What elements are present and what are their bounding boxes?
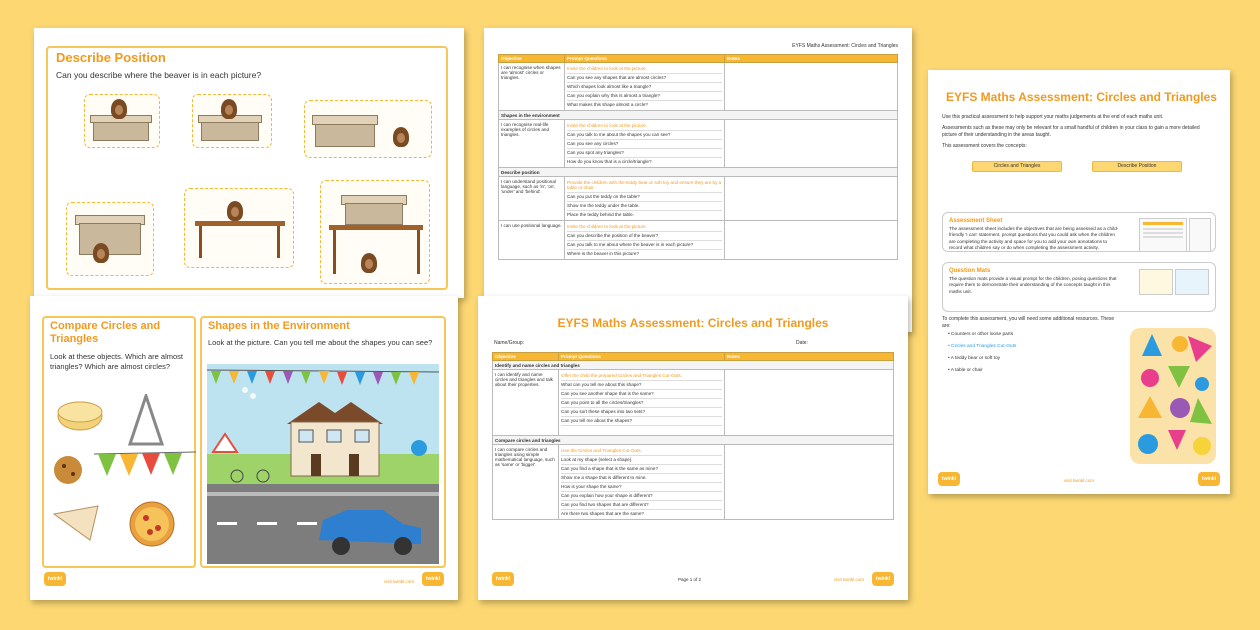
prompt: Can you see any shapes that are almost circles?: [567, 74, 722, 83]
resource-item: • Counters or other loose parts: [948, 332, 1014, 337]
resources-intro: To complete this assessment, you will need some additional resources. These are:: [942, 316, 1115, 329]
prompt: What makes this shape almost a circle?: [567, 102, 648, 107]
prompt: Can you talk to me about the shapes you can see?: [567, 131, 722, 140]
col-notes: Notes: [725, 55, 898, 63]
prompt: Can you point to all the circles/triangles?: [561, 399, 722, 408]
prompt: Can you see any circles?: [567, 140, 722, 149]
panel-text: The question mats provide a visual prompt for the children, posing questions that require them to demonstrate their understanding of the concepts taught in this maths unit.: [949, 276, 1117, 294]
box-lid: [312, 115, 378, 125]
prompt: Offer the child the prepared Circles and Triangles Cut-Outs.: [561, 372, 722, 381]
table-leg: [199, 226, 202, 258]
beaver: [93, 243, 109, 263]
bunting-flag: [319, 371, 329, 384]
twinkl-logo: twinkl: [938, 472, 960, 486]
section-row: [499, 111, 898, 120]
panel-title: Question Mats: [949, 268, 991, 274]
circle-shape: [1141, 369, 1159, 387]
bunting-flag: [391, 372, 401, 385]
prompts-cell: [565, 221, 725, 260]
twinkl-logo: twinkl: [492, 572, 514, 586]
summary-intro: Use this practical assessment to help support your maths judgements at the end of each maths unit.: [942, 114, 1164, 120]
prompt-spacer: [561, 426, 722, 434]
box: [345, 203, 403, 225]
bunting-flag: [355, 372, 365, 385]
panel-text: The assessment sheet includes the objectives that are being assessed as a child-friendly 'I can' statement, prompt questions that you could ask when the children are completing the activity and space for you to add your own annotations to record what children say or do when completing the assessment activity.: [949, 226, 1119, 251]
assessment-table-sheet: [484, 28, 912, 332]
notes-cell[interactable]: [725, 221, 898, 260]
prompt: Can you find two shapes that are different?: [561, 501, 722, 510]
concept-badge: Circles and Triangles: [972, 161, 1062, 172]
circle-shape: [1138, 434, 1158, 454]
triangle-instrument: [130, 396, 162, 444]
table-top: [195, 221, 285, 226]
bunting-flag: [142, 453, 160, 475]
prompt: Show me the teddy under the table.: [567, 202, 722, 211]
prompt: Can you put the teddy on the table?: [567, 193, 722, 202]
beaver: [361, 253, 377, 273]
section-row: [499, 168, 898, 177]
col-prompts: Prompt Questions: [565, 55, 725, 63]
describe-position-question: Can you describe where the beaver is in each picture?: [56, 70, 262, 80]
footer-url[interactable]: visit twinkl.com: [1064, 478, 1095, 483]
picture-beaver-in-box: [66, 202, 154, 276]
summary-sheet: [928, 70, 1230, 494]
table-header-row: [493, 353, 894, 361]
box: [315, 123, 375, 147]
mat-thumbnail: [1175, 269, 1209, 295]
prompts-cell: [565, 177, 725, 221]
picture-beaver-on-table: [184, 188, 294, 268]
bunting-flag: [409, 372, 419, 385]
beaver: [227, 201, 243, 221]
prompt: Can you describe the position of the beaver?: [567, 232, 722, 241]
summary-title: EYFS Maths Assessment: Circles and Triangles: [946, 90, 1217, 104]
section-heading: Shapes in the environment: [499, 111, 898, 120]
bunting-flag: [283, 371, 293, 384]
twinkl-logo: twinkl: [422, 572, 444, 586]
bunting-flag: [265, 371, 275, 384]
twinkl-logo: twinkl: [44, 572, 66, 586]
summary-intro: Assessments such as these may only be relevant for a small handful of children in your class to gain a more detailed picture of their understanding in the areas taught.: [942, 125, 1200, 138]
shapes-cutouts-illustration: [1128, 326, 1218, 466]
prompt: Use the Circles and Triangles Cut-Outs.: [561, 447, 722, 456]
table-row: [499, 221, 898, 260]
prompt: What can you tell me about this shape?: [561, 381, 722, 390]
beaver: [221, 99, 237, 119]
sheet-thumbnail: [1189, 218, 1211, 252]
bunting-flag: [98, 454, 116, 476]
bunting-flag: [373, 372, 383, 385]
summary-intro: This assessment covers the concepts:: [942, 143, 1027, 149]
prompt: Invite the children to look at the picture.: [567, 122, 722, 131]
beaver: [393, 127, 409, 147]
page-number: Page 1 of 2: [678, 577, 702, 582]
prompt: Can you spot any triangles?: [567, 149, 722, 158]
circle-shape: [1172, 336, 1188, 352]
question-mats-panel: [942, 262, 1216, 312]
col-objective: Objective: [499, 55, 565, 63]
objects-illustration: [46, 394, 196, 564]
table-leg: [333, 230, 336, 274]
box: [201, 121, 259, 141]
assessment-title: EYFS Maths Assessment: Circles and Triangles: [557, 316, 829, 330]
table-row: [499, 63, 898, 111]
road-sign: [411, 440, 427, 456]
table-top: [329, 225, 423, 230]
picture-beaver-beside-box: [304, 100, 432, 158]
table-row: [499, 120, 898, 168]
prompt: Can you explain how your shape is different?: [561, 492, 722, 501]
describe-position-title: Describe Position: [56, 50, 166, 65]
assessment-table: [498, 54, 898, 260]
sheet-thumbnail: [1139, 218, 1187, 252]
assessment-table: [492, 352, 894, 520]
prompt: Invite the children to look at the picture.: [567, 223, 722, 232]
street-scene: [207, 364, 439, 564]
resource-item: • A teddy bear or soft toy: [948, 356, 1001, 361]
date-label: Date:: [796, 340, 808, 346]
prompt: How do you know that is a circle/triangle?: [567, 159, 652, 164]
resource-item: • Circles and Triangles Cut-Outs: [948, 344, 1017, 349]
notes-cell[interactable]: [725, 177, 898, 221]
compare-title: Compare Circles and Triangles: [50, 320, 161, 346]
bunting-flag: [211, 371, 221, 384]
box: [79, 223, 141, 255]
prompt: How is your shape the same?: [561, 483, 722, 492]
col-objective: Objective: [493, 353, 559, 361]
twinkl-logo: twinkl: [872, 572, 894, 586]
prompts-cell: [559, 370, 725, 436]
section-heading: Compare circles and triangles: [493, 436, 894, 445]
section-row: [493, 436, 894, 445]
prompt: Show me a shape that is different to mine.: [561, 474, 722, 483]
objective-cell: I can recognise real-life examples of circles and triangles.: [499, 120, 565, 168]
prompt: Look at my shape (select a shape).: [561, 456, 722, 465]
table-leg: [277, 226, 280, 258]
assessment-sheet-panel: [942, 212, 1216, 252]
prompts-cell: [559, 445, 725, 520]
prompts-cell: [565, 63, 725, 111]
sandwich: [54, 506, 98, 540]
section-heading: Identify and name circles and triangles: [493, 361, 894, 370]
prompt: Can you find a shape that is the same as mine?: [561, 465, 722, 474]
section-row: [493, 361, 894, 370]
compare-shapes-sheet: [30, 296, 458, 600]
table-row: [493, 370, 894, 436]
notes-cell[interactable]: [725, 63, 898, 111]
objective-cell: I can compare circles and triangles using simple mathematical language, such as 'same' or 'bigger'.: [493, 445, 559, 520]
prompt: Can you see another shape that is the same?: [561, 390, 722, 399]
cookie: [54, 456, 82, 484]
col-prompts: Prompt Questions: [559, 353, 725, 361]
circle-shape: [1170, 398, 1190, 418]
notes-cell[interactable]: [725, 120, 898, 168]
section-heading: Describe position: [499, 168, 898, 177]
prompt: Are there two shapes that are the same?: [561, 511, 644, 516]
beaver: [111, 99, 127, 119]
prompt: Can you tell me about the shapes?: [561, 417, 722, 426]
assessment-front-sheet: [478, 296, 908, 600]
table-row: [493, 445, 894, 520]
circle-shape: [1193, 437, 1211, 455]
notes-cell[interactable]: [725, 445, 894, 520]
twinkl-logo: twinkl: [1198, 472, 1220, 486]
bunting-flag: [301, 371, 311, 384]
bunting-flag: [337, 372, 347, 385]
give-way-sign: [213, 434, 237, 452]
environment-question: Look at the picture. Can you tell me about the shapes you can see?: [208, 338, 433, 347]
objective-cell: I can understand positional language, such as 'in', 'on', 'under' and 'behind'.: [499, 177, 565, 221]
box: [93, 121, 149, 141]
objective-cell: I can use positional language.: [499, 221, 565, 260]
environment-title: Shapes in the Environment: [208, 320, 350, 332]
footer-url[interactable]: visit twinkl.com: [833, 577, 864, 582]
running-header: EYFS Maths Assessment: Circles and Triangles: [792, 43, 898, 49]
objective-cell: I can recognise when shapes are 'almost' circles or triangles.: [499, 63, 565, 111]
prompt: Can you explain why this is almost a triangle?: [567, 92, 722, 101]
bunting-flag: [120, 454, 138, 476]
concept-badge: Describe Position: [1092, 161, 1182, 172]
prompt: Which shapes look almost like a triangle?: [567, 83, 722, 92]
circle-shape: [1195, 377, 1209, 391]
bunting-flag: [247, 371, 257, 384]
table-header-row: [499, 55, 898, 63]
compare-question: Look at these objects. Which are almost triangles? Which are almost circles?: [50, 352, 183, 372]
panel-title: Assessment Sheet: [949, 218, 1003, 224]
picture-beaver-under-table: [320, 180, 430, 284]
table-leg: [417, 230, 420, 274]
resource-item: • A table or chair: [948, 368, 983, 373]
prompt: Invite the children to look at the picture.: [567, 65, 722, 74]
mat-thumbnail: [1139, 269, 1173, 295]
notes-cell[interactable]: [725, 370, 894, 436]
prompt: Can you sort these shapes into two sets?: [561, 408, 722, 417]
describe-position-sheet: [34, 28, 464, 298]
picture-beaver-on-box: [84, 94, 160, 148]
col-notes: Notes: [725, 353, 894, 361]
prompt: Provide the children with the teddy bear or soft toy and ensure they are by a table or chair.: [567, 179, 722, 193]
prompt: Where is the beaver in this picture?: [567, 251, 640, 256]
bunting-flag: [229, 371, 239, 384]
picture-beaver-on-box: [192, 94, 272, 148]
table-row: [499, 177, 898, 221]
prompts-cell: [565, 120, 725, 168]
bunting-flag: [164, 453, 182, 475]
footer-url[interactable]: visit twinkl.com: [383, 579, 414, 584]
prompt: Place the teddy behind the table.: [567, 212, 634, 217]
prompt: Can you talk to me about where the beaver is in each picture?: [567, 241, 722, 250]
objective-cell: I can identify and name circles and triangles and talk about their properties.: [493, 370, 559, 436]
name-group-label: Name/Group:: [494, 340, 525, 346]
